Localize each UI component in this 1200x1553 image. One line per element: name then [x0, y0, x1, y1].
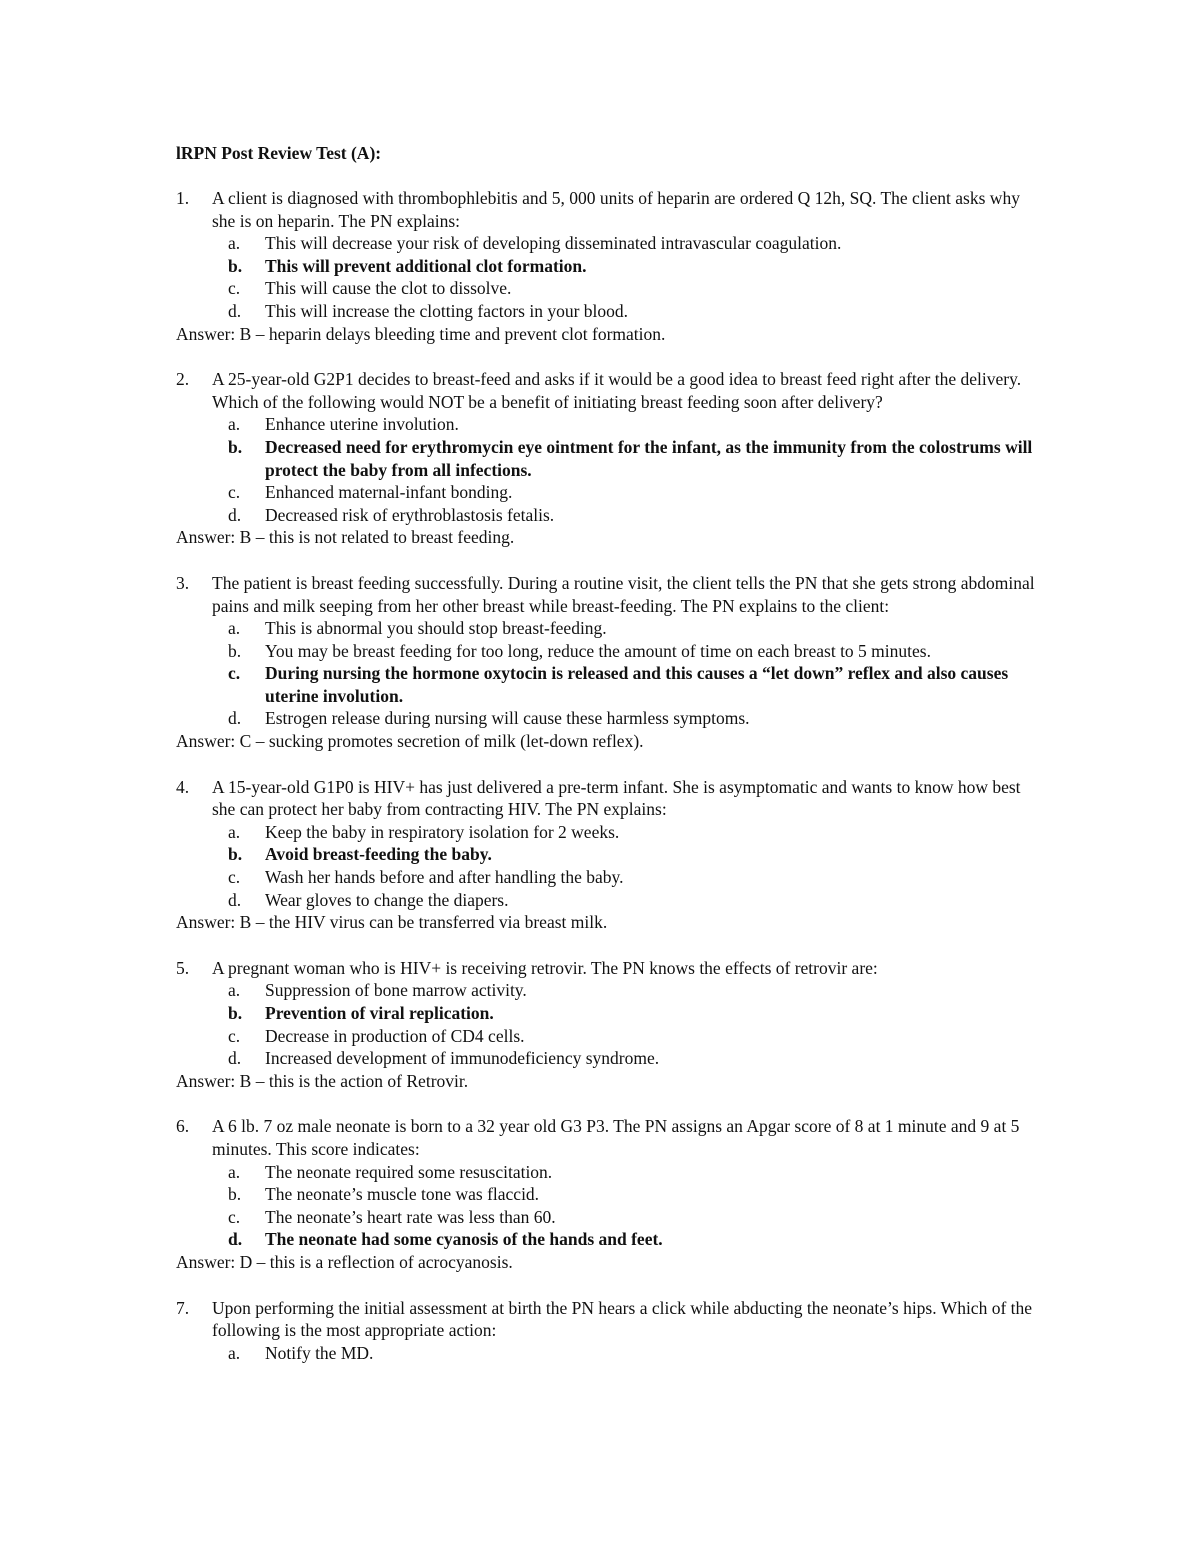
option-text: Keep the baby in respiratory isolation for 2 weeks.: [265, 821, 620, 842]
option-text: Enhanced maternal-infant bonding.: [265, 482, 513, 503]
option-letter: d.: [228, 1229, 243, 1250]
question-1: [176, 187, 1036, 345]
answer-line: Answer: B – this is the action of Retrovir.: [176, 1070, 469, 1091]
option-letter: b.: [228, 255, 243, 276]
option: [176, 277, 1036, 300]
option-correct: [176, 843, 1036, 866]
question-5: [176, 957, 1036, 1093]
question-number: 4.: [176, 776, 190, 797]
option: [176, 866, 1036, 889]
option: [176, 821, 1036, 844]
question-4: [176, 776, 1036, 934]
option-text: This will increase the clotting factors in your blood.: [265, 300, 629, 321]
option: [176, 617, 1036, 640]
option: [176, 232, 1036, 255]
option-letter: d.: [228, 1048, 242, 1069]
question-6: [176, 1115, 1036, 1273]
option-text: During nursing the hormone oxytocin is released and this causes a “let down” reflex and also causes uterine involution.: [265, 663, 1009, 706]
option: [176, 413, 1036, 436]
option: [176, 504, 1036, 527]
question-number: 7.: [176, 1297, 190, 1318]
question-number: 1.: [176, 188, 190, 208]
option-letter: a.: [228, 980, 241, 1001]
question-text: A 6 lb. 7 oz male neonate is born to a 32 year old G3 P3. The PN assigns an Apgar score of 8 at 1 minute and 9 at 5 minutes. This score indicates:: [212, 1116, 1020, 1159]
option-text: Avoid breast-feeding the baby.: [265, 844, 492, 865]
question-stem: [176, 1115, 1036, 1160]
option-text: Increased development of immunodeficiency syndrome.: [265, 1048, 660, 1069]
question-7: [176, 1297, 1036, 1365]
option: [176, 1047, 1036, 1070]
question-text: A pregnant woman who is HIV+ is receiving retrovir. The PN knows the effects of retrovir are:: [212, 957, 878, 978]
question-number: 2.: [176, 369, 190, 390]
option: [176, 300, 1036, 323]
option-letter: a.: [228, 1161, 241, 1182]
question-stem: [176, 572, 1036, 617]
option-letter: b.: [228, 1184, 242, 1205]
question-text: A 15-year-old G1P0 is HIV+ has just delivered a pre-term infant. She is asymptomatic and wants to know how best she can protect her baby from contracting HIV. The PN explains:: [212, 776, 1021, 820]
question-stem: [176, 187, 1036, 232]
question-number: 3.: [176, 572, 190, 593]
answer-line: Answer: B – heparin delays bleeding time and prevent clot formation.: [176, 323, 666, 344]
question-stem: [176, 1297, 1036, 1342]
option-letter: a.: [228, 618, 241, 639]
option-letter: b.: [228, 1003, 243, 1023]
option-text: Decreased need for erythromycin eye ointment for the infant, as the immunity from the colostrums will protect the baby from all infections.: [265, 436, 1033, 480]
option-text: This will decrease your risk of developing disseminated intravascular coagulation.: [265, 233, 842, 254]
option-letter: d.: [228, 708, 242, 729]
option: [176, 979, 1036, 1002]
option-correct: [176, 662, 1036, 707]
option-text: Enhance uterine involution.: [265, 414, 459, 435]
option-letter: b.: [228, 640, 242, 661]
question-3: [176, 572, 1036, 753]
option: [176, 1183, 1036, 1206]
question-text: The patient is breast feeding successfully. During a routine visit, the client tells the PN that she gets strong abdominal pains and milk seeping from her other breast while breast-feeding. The PN explains to the client:: [212, 572, 1035, 616]
answer-line: Answer: B – the HIV virus can be transferred via breast milk.: [176, 912, 608, 933]
option: [176, 1025, 1036, 1048]
option-letter: c.: [228, 278, 241, 299]
option: [176, 889, 1036, 912]
option-letter: b.: [228, 436, 243, 457]
question-list: [176, 187, 1036, 1387]
option-letter: b.: [228, 844, 243, 865]
option-correct: [176, 1002, 1036, 1025]
question-stem: [176, 957, 1036, 980]
option-letter: c.: [228, 663, 241, 684]
option-letter: a.: [228, 821, 241, 842]
answer-line: Answer: D – this is a reflection of acrocyanosis.: [176, 1251, 513, 1272]
question-stem: [176, 368, 1036, 413]
option-text: The neonate’s muscle tone was flaccid.: [265, 1184, 540, 1205]
answer-line: Answer: B – this is not related to breast feeding.: [176, 527, 515, 548]
option-text: Suppression of bone marrow activity.: [265, 980, 527, 1001]
option-letter: c.: [228, 1206, 241, 1227]
option: [176, 707, 1036, 730]
option-letter: a.: [228, 414, 241, 435]
question-2: [176, 368, 1036, 549]
option-text: The neonate’s heart rate was less than 60.: [265, 1206, 556, 1227]
question-text: A 25-year-old G2P1 decides to breast-feed and asks if it would be a good idea to breast feed right after the delivery. Which of the following would NOT be a benefit of initiating breast feeding soon after delivery?: [212, 369, 1022, 412]
question-text: A client is diagnosed with thrombophlebitis and 5, 000 units of heparin are ordered Q 12h, SQ. The client asks why she is on heparin. The PN explains:: [212, 188, 1020, 231]
option: [176, 1342, 1036, 1365]
option-letter: c.: [228, 867, 241, 888]
option-letter: d.: [228, 889, 242, 910]
question-text: Upon performing the initial assessment at birth the PN hears a click while abducting the neonate’s hips. Which of the following is the most appropriate action:: [212, 1297, 1033, 1341]
option-letter: c.: [228, 482, 241, 503]
option: [176, 1161, 1036, 1184]
option: [176, 640, 1036, 663]
question-number: 6.: [176, 1116, 190, 1137]
option-text: This will prevent additional clot formation.: [265, 255, 587, 276]
question-number: 5.: [176, 957, 190, 978]
option: [176, 1206, 1036, 1229]
option-letter: d.: [228, 300, 242, 321]
option-correct: [176, 1228, 1036, 1251]
page-title: lRPN Post Review Test (A):: [176, 143, 382, 163]
answer-line: Answer: C – sucking promotes secretion of milk (let-down reflex).: [176, 731, 644, 752]
option-text: Decrease in production of CD4 cells.: [265, 1025, 525, 1046]
option-text: This will cause the clot to dissolve.: [265, 278, 512, 299]
option-letter: a.: [228, 1342, 241, 1363]
option-correct: [176, 436, 1036, 481]
option-letter: c.: [228, 1025, 241, 1046]
option-letter: a.: [228, 233, 241, 254]
option: [176, 481, 1036, 504]
option-text: Estrogen release during nursing will cause these harmless symptoms.: [265, 708, 750, 729]
option-correct: [176, 255, 1036, 278]
option-text: Wear gloves to change the diapers.: [265, 889, 509, 910]
question-stem: [176, 776, 1036, 821]
option-text: This is abnormal you should stop breast-feeding.: [265, 618, 607, 639]
option-text: You may be breast feeding for too long, reduce the amount of time on each breast to 5 minutes.: [265, 640, 931, 661]
option-text: Prevention of viral replication.: [265, 1003, 494, 1023]
option-letter: d.: [228, 504, 242, 525]
option-text: Wash her hands before and after handling the baby.: [265, 867, 624, 888]
option-text: Notify the MD.: [265, 1342, 374, 1363]
option-text: The neonate had some cyanosis of the hands and feet.: [265, 1229, 663, 1250]
option-text: The neonate required some resuscitation.: [265, 1161, 553, 1182]
option-text: Decreased risk of erythroblastosis fetalis.: [265, 504, 555, 525]
